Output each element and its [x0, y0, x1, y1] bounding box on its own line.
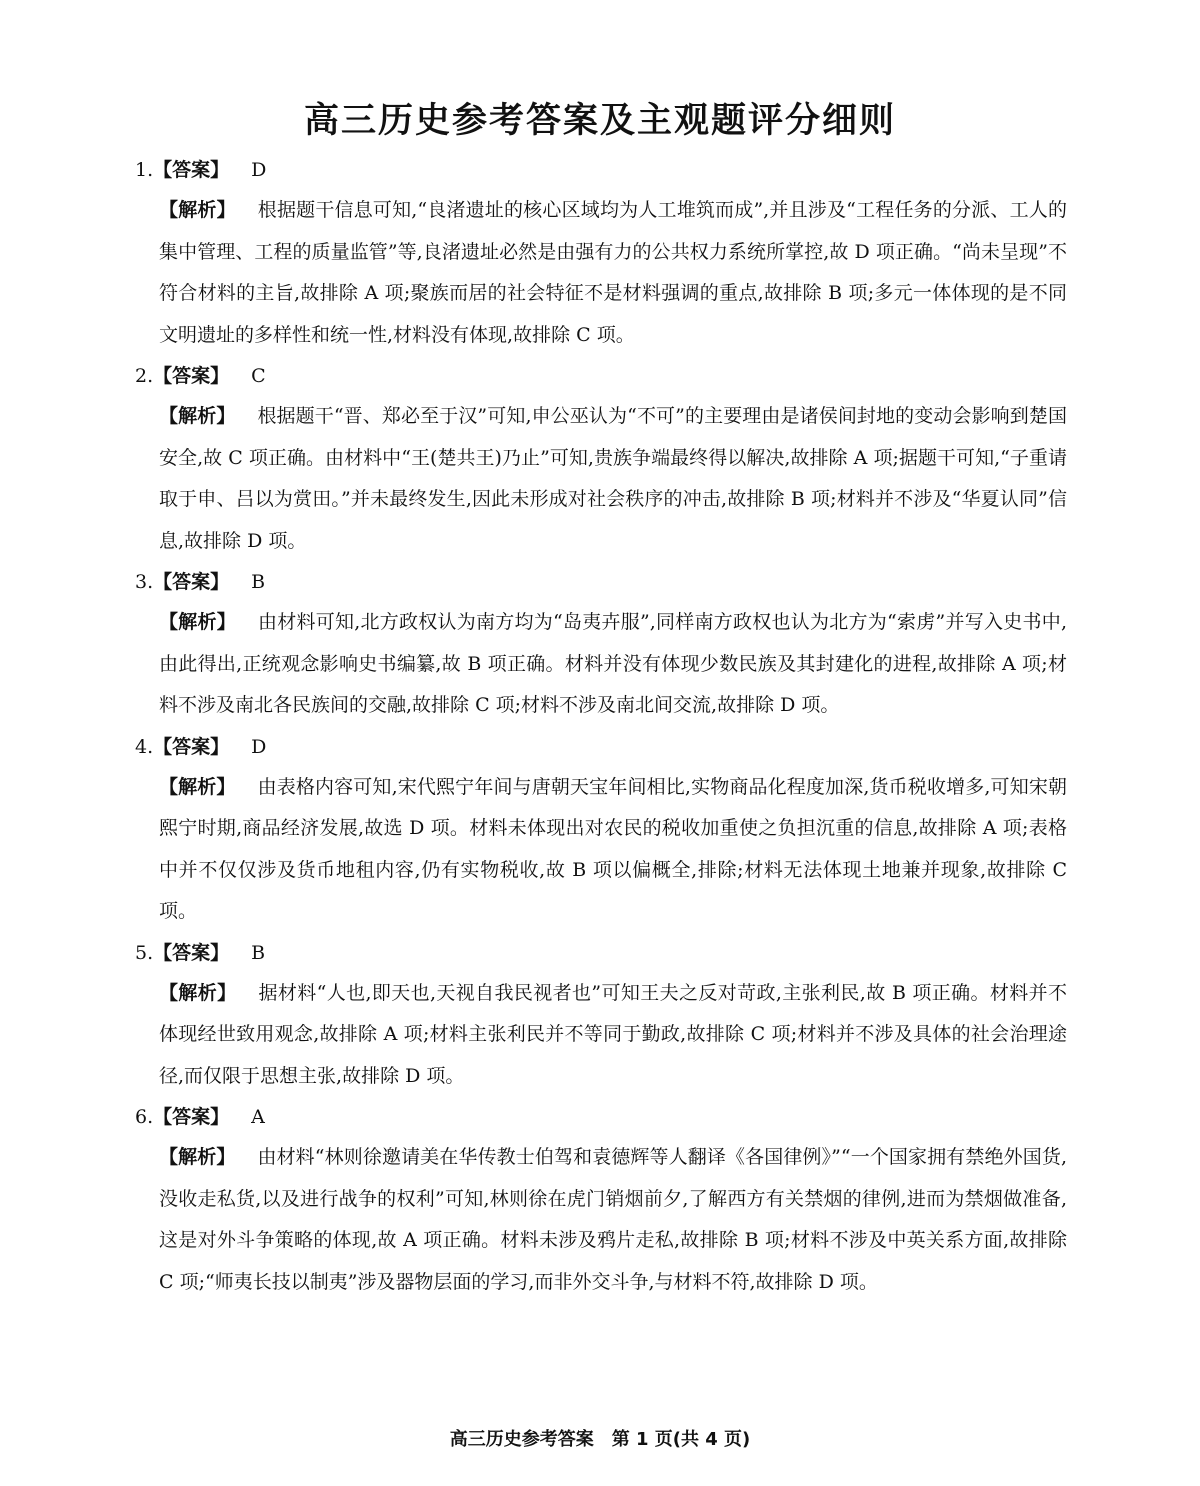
question-number: 5. [135, 941, 154, 964]
answer-value: A [251, 1106, 265, 1128]
explain-label: 【解析】 [159, 981, 237, 1004]
explain-label: 【解析】 [159, 611, 237, 633]
question-6 [0, 1097, 1200, 1303]
answer-label: 【答案】 [153, 571, 230, 593]
answer-value: D [251, 159, 267, 181]
question-number: 6. [135, 1106, 154, 1128]
explanation-text: 据材料“人也,即天也,天视自我民视者也”可知王夫之反对苛政,主张利民,故 B 项正确。材料并不体现经世致用观念,故排除 A 项;材料主张利民并不等同于勤政,故排除 C 项;材料并不涉及具体的社会治理途径,而仅限于思想主张,故排除 D 项。 [159, 981, 1067, 1087]
answer-line [135, 933, 1200, 973]
question-number: 2. [135, 365, 154, 387]
answer-line [135, 562, 1200, 602]
explanation-paragraph [159, 1137, 1067, 1303]
answer-label: 【答案】 [153, 159, 230, 181]
question-5 [0, 933, 1200, 1098]
explanation-paragraph [159, 602, 1067, 727]
page-footer: 高三历史参考答案 第 1 页(共 4 页) [449, 1429, 751, 1450]
question-number: 1. [135, 159, 154, 181]
explain-label: 【解析】 [159, 1146, 236, 1168]
explain-label: 【解析】 [159, 405, 236, 427]
question-number: 4. [135, 735, 154, 758]
answer-value: C [251, 365, 266, 387]
answer-line [135, 1097, 1200, 1137]
answer-value: B [251, 571, 266, 593]
question-1 [0, 150, 1200, 356]
explanation-paragraph [159, 767, 1067, 933]
explanation-text: 根据题干“晋、郑必至于汉”可知,申公巫认为“不可”的主要理由是诸侯间封地的变动会影响到楚国安全,故 C 项正确。由材料中“王(楚共王)乃止”可知,贵族争端最终得以解决,故排除 A 项;据题干可知,“子重请取于申、吕以为赏田。”并未最终发生,因此未形成对社会秩序的冲击,故排除 B 项;材料并不涉及“华夏认同”信息,故排除 D 项。 [159, 405, 1067, 552]
answer-value: D [251, 735, 267, 758]
question-number: 3. [135, 571, 154, 593]
answer-value: B [251, 941, 266, 964]
answer-line [135, 727, 1200, 767]
explain-label: 【解析】 [159, 199, 236, 221]
explanation-paragraph [159, 190, 1067, 356]
answer-line [135, 150, 1200, 190]
answer-label: 【答案】 [153, 1106, 230, 1128]
question-list [0, 150, 1200, 1303]
explain-label: 【解析】 [159, 775, 236, 798]
explanation-text: 由材料可知,北方政权认为南方均为“岛夷卉服”,同样南方政权也认为北方为“索虏”并写入史书中,由此得出,正统观念影响史书编纂,故 B 项正确。材料并没有体现少数民族及其封建化的进程,故排除 A 项;材料不涉及南北各民族间的交融,故排除 C 项;材料不涉及南北间交流,故排除 D 项。 [159, 611, 1067, 716]
document-title: 高三历史参考答案及主观题评分细则 [303, 101, 896, 141]
answer-line [135, 356, 1200, 396]
explanation-text: 由材料“林则徐邀请美在华传教士伯驾和袁德辉等人翻译《各国律例》”“一个国家拥有禁绝外国货,没收走私货,以及进行战争的权利”可知,林则徐在虎门销烟前夕,了解西方有关禁烟的律例,进而为禁烟做准备,这是对外斗争策略的体现,故 A 项正确。材料未涉及鸦片走私,故排除 B 项;材料不涉及中英关系方面,故排除 C 项;“师夷长技以制夷”涉及器物层面的学习,而非外交斗争,与材料不符,故排除 D 项。 [159, 1146, 1067, 1293]
explanation-paragraph [159, 396, 1067, 562]
explanation-text: 根据题干信息可知,“良渚遗址的核心区域均为人工堆筑而成”,并且涉及“工程任务的分派、工人的集中管理、工程的质量监管”等,良渚遗址必然是由强有力的公共权力系统所掌控,故 D 项正确。“尚未呈现”不符合材料的主旨,故排除 A 项;聚族而居的社会特征不是材料强调的重点,故排除 B 项;多元一体体现的是不同文明遗址的多样性和统一性,材料没有体现,故排除 C 项。 [159, 199, 1067, 346]
question-3 [0, 562, 1200, 727]
answer-label: 【答案】 [153, 941, 230, 964]
question-2 [0, 356, 1200, 562]
question-4 [0, 727, 1200, 933]
answer-label: 【答案】 [153, 735, 230, 758]
explanation-text: 由表格内容可知,宋代熙宁年间与唐朝天宝年间相比,实物商品化程度加深,货币税收增多,可知宋朝熙宁时期,商品经济发展,故选 D 项。材料未体现出对农民的税收加重使之负担沉重的信息,故排除 A 项;表格中并不仅仅涉及货币地租内容,仍有实物税收,故 B 项以偏概全,排除;材料无法体现土地兼并现象,故排除 C 项。 [159, 775, 1067, 922]
answer-label: 【答案】 [153, 365, 230, 387]
explanation-paragraph [159, 973, 1067, 1098]
